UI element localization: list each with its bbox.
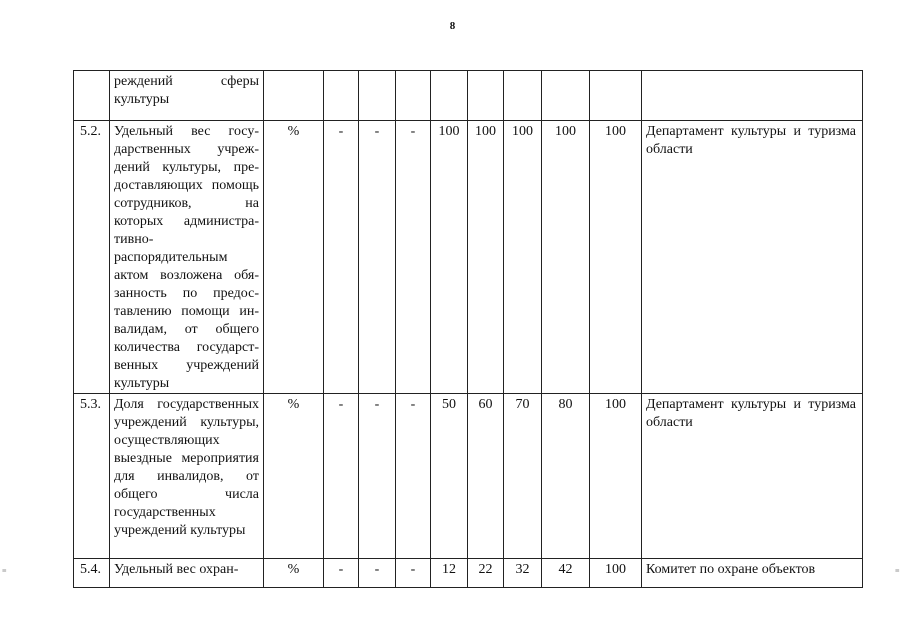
page-number: 8: [449, 20, 456, 32]
value-cell: 100: [468, 121, 504, 394]
value-cell: -: [359, 394, 396, 559]
value-cell: 100: [431, 121, 468, 394]
value-cell: -: [324, 394, 359, 559]
value-cell: 100: [590, 121, 642, 394]
right-margin-mark: ≡: [895, 566, 900, 575]
value-cell: 50: [431, 394, 468, 559]
value-cell: 22: [468, 559, 504, 588]
value-cell: 32: [504, 559, 542, 588]
value-cell: 100: [590, 559, 642, 588]
value-cell: 70: [504, 394, 542, 559]
row-number: 5.3.: [74, 394, 110, 559]
responsible-cell: Департамент культуры и туризма области: [642, 394, 863, 559]
left-margin-mark: ≡: [2, 566, 7, 575]
row-number: 5.2.: [74, 121, 110, 394]
table-row: [74, 121, 863, 394]
unit-cell: %: [264, 394, 324, 559]
value-cell: -: [396, 559, 431, 588]
indicator-name: Удельный вес охран-: [110, 559, 264, 588]
value-cell: [468, 71, 504, 121]
unit-cell: %: [264, 559, 324, 588]
value-cell: 100: [542, 121, 590, 394]
responsible-cell: Комитет по охране объектов: [642, 559, 863, 588]
value-cell: 80: [542, 394, 590, 559]
value-cell: [504, 71, 542, 121]
value-cell: 100: [504, 121, 542, 394]
indicators-table: [73, 70, 863, 588]
row-number: 5.4.: [74, 559, 110, 588]
table-row: [74, 394, 863, 559]
unit-cell: %: [264, 121, 324, 394]
value-cell: -: [396, 394, 431, 559]
indicator-name: реждений сферы культуры: [110, 71, 264, 121]
table-row: [74, 559, 863, 588]
value-cell: 42: [542, 559, 590, 588]
value-cell: -: [324, 559, 359, 588]
indicator-name: Удельный вес государственных учреждений культуры, предоставляющих помощь сотрудников, на которых административно-распорядительным актом возложена обязанность по предоставлению помощи инвалидам, от общего количества государственных учреждений культуры: [110, 121, 264, 394]
value-cell: -: [396, 121, 431, 394]
indicator-name: Доля государственных учреждений культуры, осуществляющих выездные мероприятия для инвалидов, от общего числа государственных учреждений культуры: [110, 394, 264, 559]
value-cell: [396, 71, 431, 121]
value-cell: -: [324, 121, 359, 394]
value-cell: 12: [431, 559, 468, 588]
responsible-cell: [642, 71, 863, 121]
responsible-cell: Департамент культуры и туризма области: [642, 121, 863, 394]
value-cell: 100: [590, 394, 642, 559]
value-cell: [431, 71, 468, 121]
value-cell: [324, 71, 359, 121]
value-cell: [590, 71, 642, 121]
value-cell: 60: [468, 394, 504, 559]
value-cell: -: [359, 121, 396, 394]
value-cell: [542, 71, 590, 121]
value-cell: -: [359, 559, 396, 588]
value-cell: [359, 71, 396, 121]
unit-cell: [264, 71, 324, 121]
row-number: [74, 71, 110, 121]
table-row: [74, 71, 863, 121]
